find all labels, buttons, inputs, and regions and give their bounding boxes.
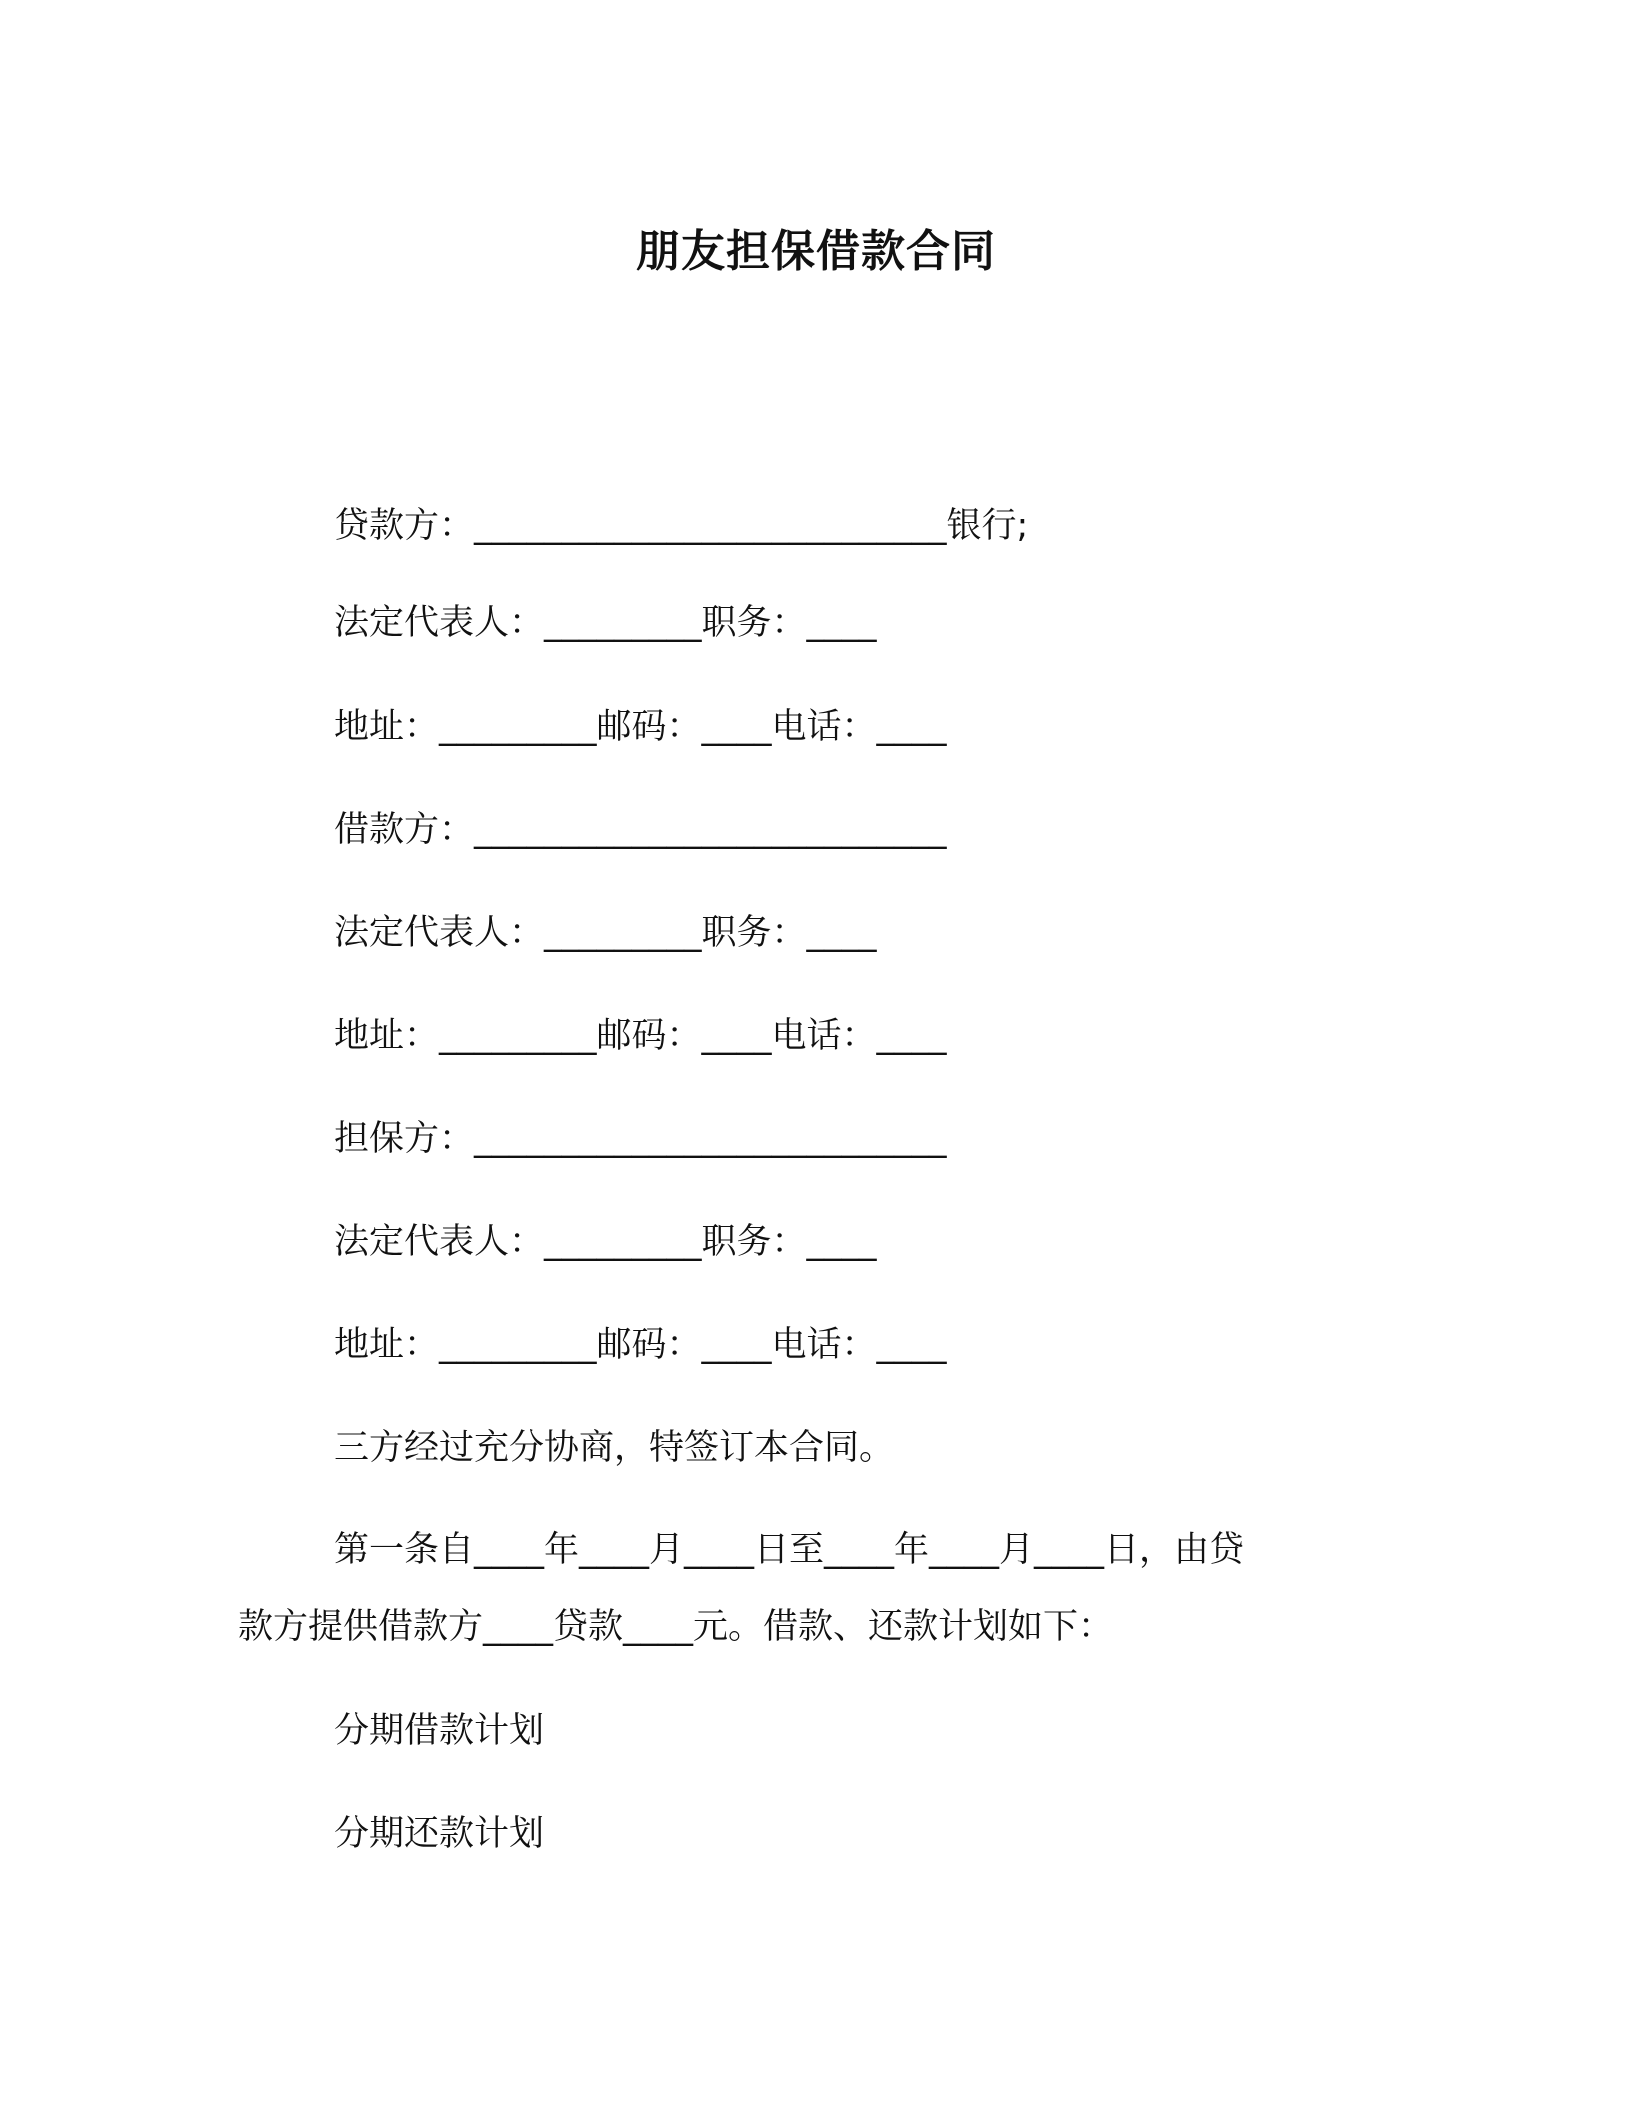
lender-representative-line: 法定代表人：_________职务：____	[334, 603, 877, 643]
borrower-line: 借款方：___________________________	[334, 810, 947, 850]
installment-loan-plan: 分期借款计划	[334, 1711, 545, 1751]
borrower-address-line: 地址：_________邮码：____电话：____	[334, 1016, 947, 1056]
guarantor-representative-line: 法定代表人：_________职务：____	[334, 1222, 877, 1262]
guarantor-address-line: 地址：_________邮码：____电话：____	[334, 1325, 947, 1365]
document-title: 朋友担保借款合同	[636, 226, 996, 277]
lender-address-line: 地址：_________邮码：____电话：____	[334, 707, 947, 747]
lender-line: 贷款方：___________________________银行;	[334, 506, 1029, 546]
article-one-line-2: 款方提供借款方____贷款____元。借款、还款计划如下：	[238, 1607, 1114, 1647]
article-one-line-1: 第一条自____年____月____日至____年____月____日，由贷	[334, 1530, 1245, 1570]
installment-repayment-plan: 分期还款计划	[334, 1814, 545, 1854]
guarantor-line: 担保方：___________________________	[334, 1119, 947, 1159]
borrower-representative-line: 法定代表人：_________职务：____	[334, 913, 877, 953]
agreement-statement: 三方经过充分协商，特签订本合同。	[334, 1428, 895, 1468]
